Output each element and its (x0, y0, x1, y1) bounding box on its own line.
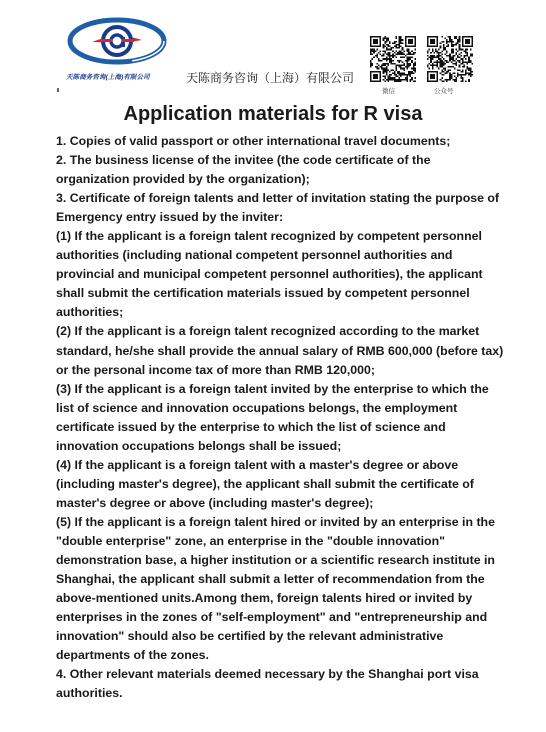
requirement-item: 3. Certificate of foreign talents and letter of invitation stating the purpose of Emergency entry issued by the inviter: (56, 191, 500, 225)
requirement-item: 2. The business license of the invitee (the code certificate of the organization provided by the organization); (56, 153, 431, 187)
company-name: 天陈商务咨询（上海）有限公司 (186, 71, 355, 85)
page-header (0, 0, 546, 100)
company-logo (62, 12, 172, 74)
wechat-qr-code (370, 36, 416, 82)
public-account-qr-label: 公众号 (434, 87, 454, 95)
requirement-sub-item: (3) If the applicant is a foreign talent invited by the enterprise to which the list of science and innovation occupations belongs, the employment certificate issued by the enterprise to which the list of science and innovation occupations belongs shall be issued; (56, 381, 489, 453)
requirement-item: 1. Copies of valid passport or other international travel documents; (56, 134, 451, 148)
page-title: Application materials for R visa (123, 103, 423, 125)
requirement-item: 4. Other relevant materials deemed necessary by the Shanghai port visa authorities. (56, 667, 479, 701)
requirement-sub-item: (1) If the applicant is a foreign talent recognized by competent personnel authorities (including national competent personnel authorities and provincial and municipal competent personnel authorities), the applicant shall submit the certification materials issued by competent personnel authorities; (56, 229, 483, 320)
requirement-sub-item: (4) If the applicant is a foreign talent with a master's degree or above (including master's degree), the applicant shall submit the certificate of master's degree or above (including master's degree); (56, 457, 474, 510)
wechat-qr-label: 微信 (382, 87, 395, 95)
logo-caption: 天陈商务咨询(上海)有限公司 (66, 74, 150, 81)
requirement-sub-item: (2) If the applicant is a foreign talent recognized according to the market standard, he/she shall provide the annual salary of RMB 600,000 (before tax) or the personal income tax of more than RMB 120,000; (56, 324, 504, 377)
requirement-sub-item: (5) If the applicant is a foreign talent hired or invited by an enterprise in the "double enterprise" zone, an enterprise in the "double innovation" demonstration base, a higher institution or a scientific research institute in Shanghai, the applicant shall submit a letter of recommendation from the above-mentioned units.Among them, foreign talents hired or invited by enterprises in the zones of "self-employment" and "entrepreneurship and innovation" should also be certified by the relevant administrative departments of the zones. (56, 514, 495, 663)
requirements-list (56, 132, 506, 703)
margin-mark (57, 88, 59, 92)
public-account-qr-code (427, 36, 473, 82)
